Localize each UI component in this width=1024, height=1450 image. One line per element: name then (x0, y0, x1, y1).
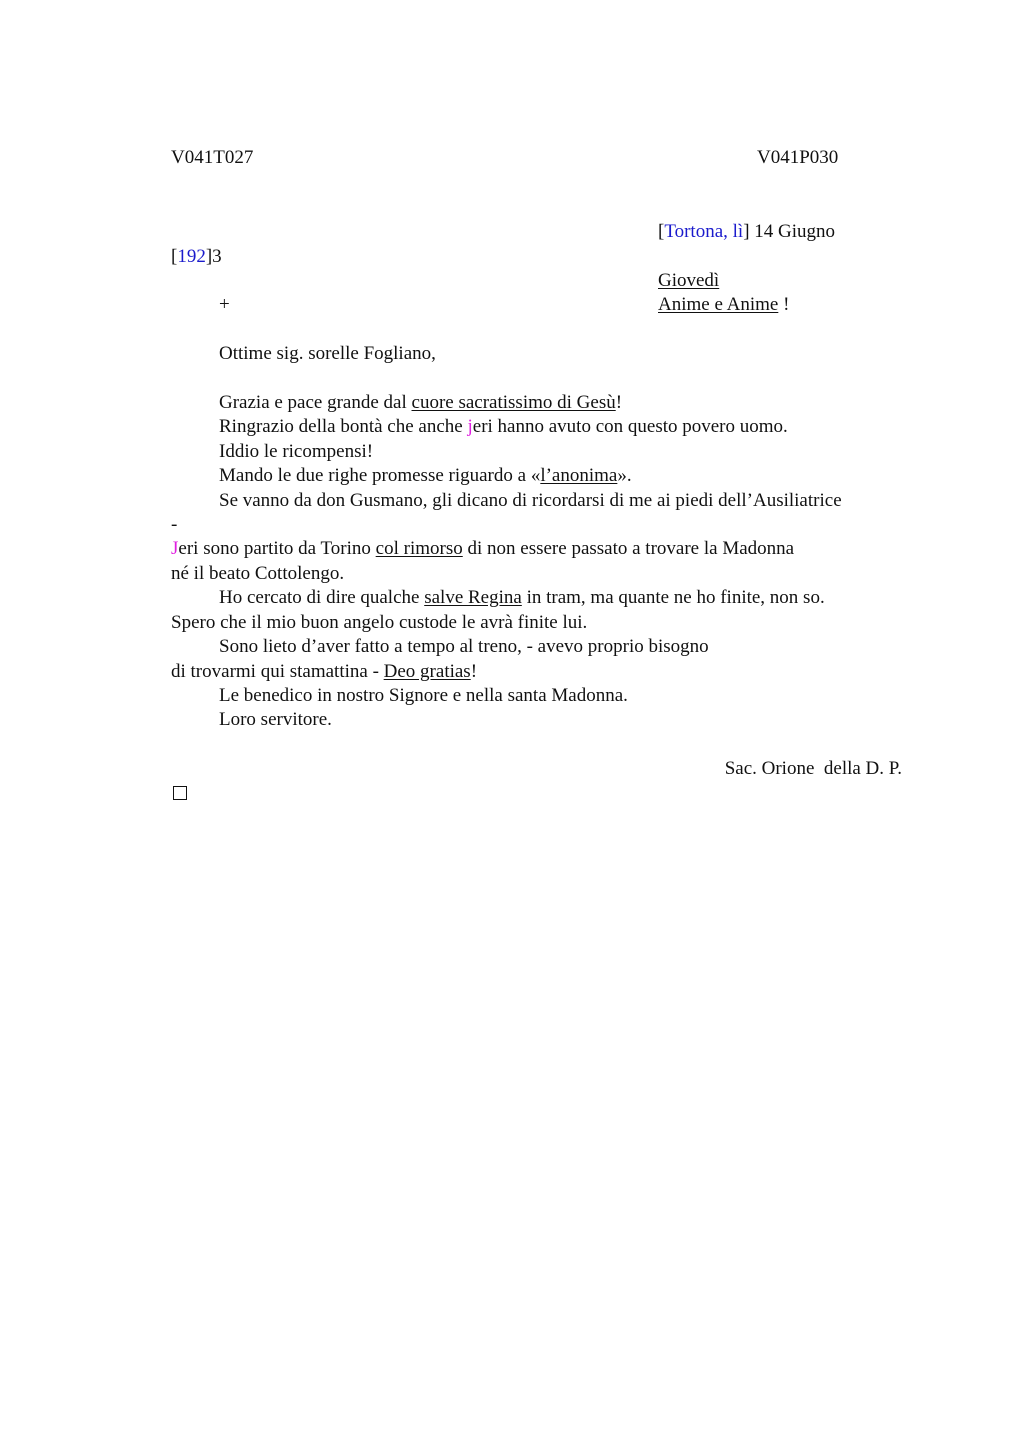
bracket-open: [ (658, 221, 665, 242)
year-insert: 192 (177, 246, 206, 267)
date: 14 Giugno (749, 221, 836, 242)
end-box-icon (173, 786, 187, 800)
body-line: né il beato Cottolengo. (171, 563, 345, 584)
motto: Anime e Anime ! (658, 294, 790, 315)
body-line: Se vanno da don Gusmano, gli dicano di ricordarsi di me ai piedi dell’Ausiliatrice (219, 490, 842, 511)
document-code-left: V041T027 (171, 147, 254, 168)
body-line: Jeri sono partito da Torino col rimorso di non essere passato a trovare la Madonna (171, 538, 795, 559)
body-line: Loro servitore. (219, 709, 332, 730)
corrected-letter: J (171, 538, 179, 559)
weekday: Giovedì (658, 270, 720, 291)
dateline (658, 220, 835, 244)
bracket-close: ] (743, 221, 750, 242)
body-line: di trovarmi qui stamattina - Deo gratias! (171, 661, 478, 682)
salutation: Ottime sig. sorelle Fogliano, (219, 343, 436, 364)
year: [192]3 (171, 246, 222, 267)
body-line: Spero che il mio buon angelo custode le avrà finite lui. (171, 612, 588, 633)
place-insert: Tortona, lì (664, 221, 744, 242)
cross-symbol: + (219, 294, 230, 315)
corrected-letter: j (467, 416, 473, 437)
body-dash: - (171, 514, 178, 535)
body-line: Iddio le ricompensi! (219, 441, 374, 462)
signature: Sac. Orione della D. P. (724, 758, 902, 779)
body-line: Grazia e pace grande dal cuore sacratissimo di Gesù! (219, 392, 623, 413)
body-line: Le benedico in nostro Signore e nella santa Madonna. (219, 685, 628, 706)
body-line: Ho cercato di dire qualche salve Regina in tram, ma quante ne ho finite, non so. (219, 587, 825, 608)
document-code-right: V041P030 (757, 147, 839, 168)
body-line: Mando le due righe promesse riguardo a «l’anonima». (219, 465, 632, 486)
body-line: Sono lieto d’aver fatto a tempo al treno, - avevo proprio bisogno (219, 636, 709, 657)
body-line: Ringrazio della bontà che anche jeri hanno avuto con questo povero uomo. (219, 416, 788, 437)
